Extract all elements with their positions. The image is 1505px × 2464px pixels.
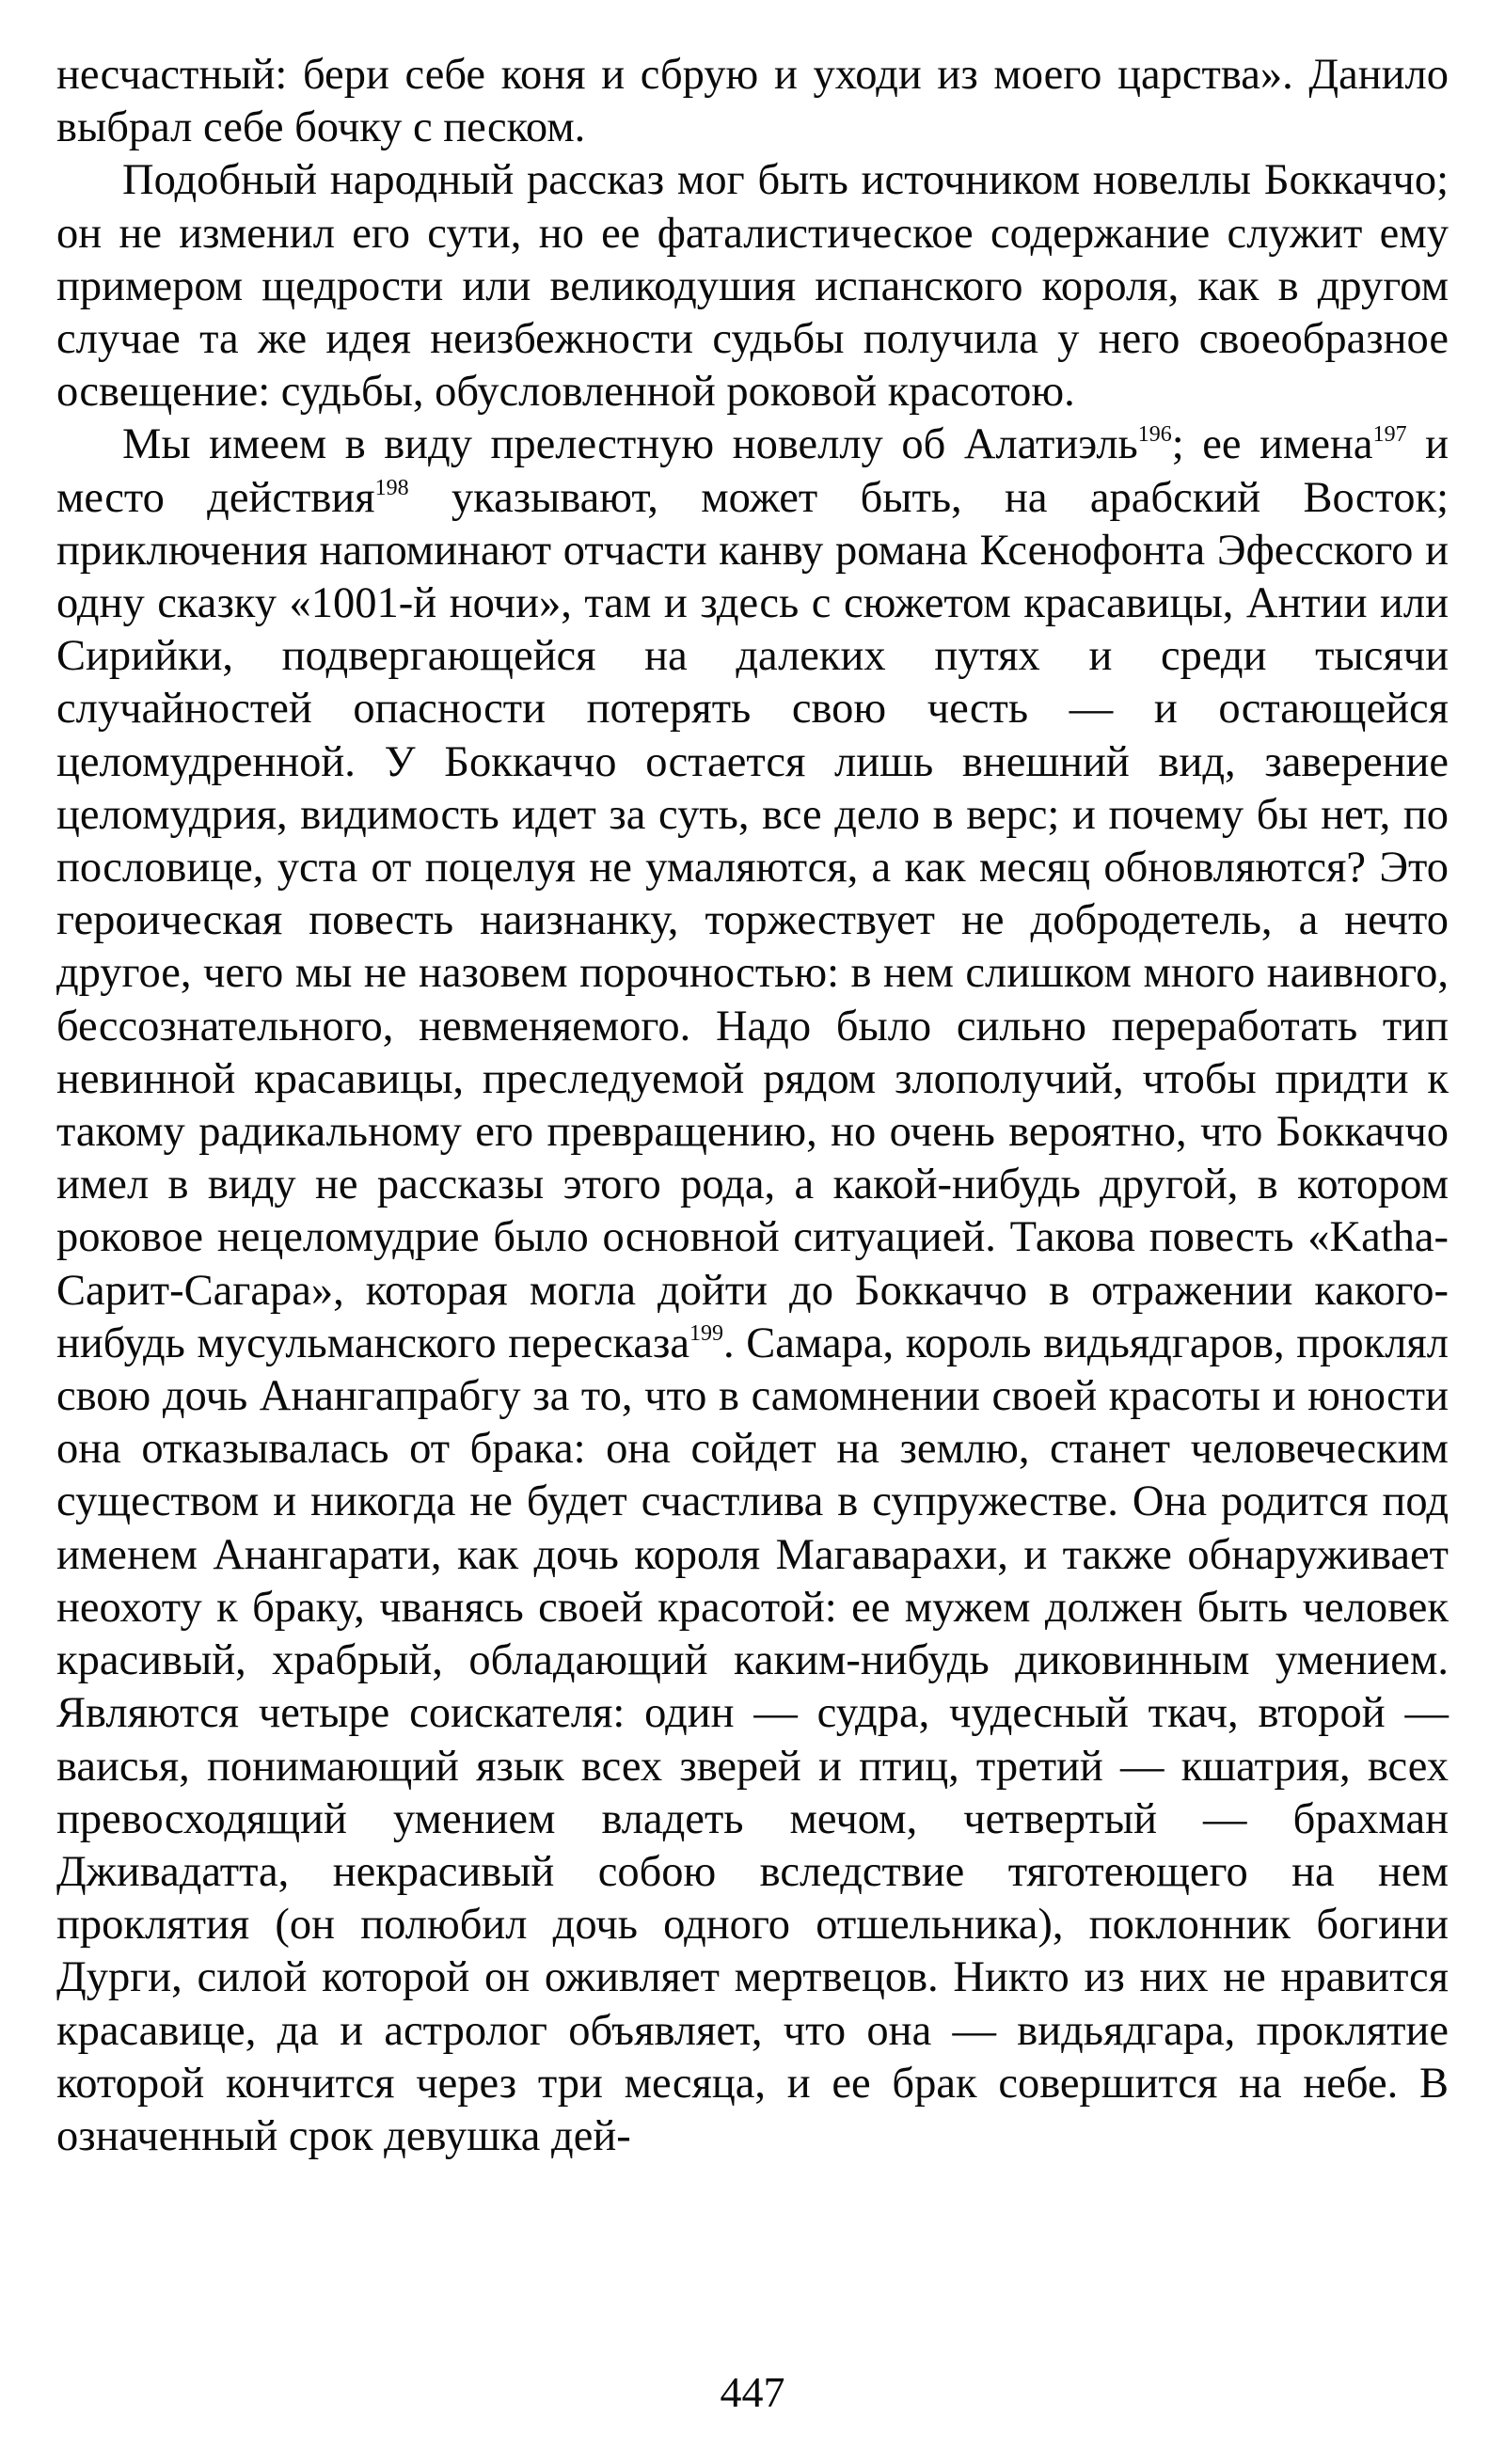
- footnote-ref: 198: [374, 475, 409, 500]
- footnote-ref: 196: [1137, 422, 1172, 448]
- paragraph-text: ; ее имена: [1171, 420, 1373, 469]
- paragraph-text: и место действия: [56, 420, 1450, 522]
- document-page: [56, 49, 1449, 2163]
- paragraph-text: Мы имеем в виду прелестную новеллу об Алатиэль: [122, 420, 1138, 469]
- paragraph: [56, 419, 1449, 2163]
- paragraph-text: Подобный народный рассказ мог быть источником новеллы Боккаччо; он не изменил его сути, но ее фаталистическое содержание служит ему примером щедрости или великодушия испанского короля, как в другом случае та же идея неизбежности судьбы получила у него своеобразное освещение: судьбы, обусловленной роковой красотою.: [56, 156, 1449, 417]
- paragraph-text: несчастный: бери себе коня и сбрую и уходи из моего царства». Данило выбрал себе бочку с песком.: [56, 51, 1449, 152]
- footnote-ref: 199: [689, 1320, 723, 1346]
- paragraph-text: указывают, может быть, на арабский Восток; приключения напоминают отчасти канву романа Ксенофонта Эфесского и одну сказку «1001-й ночи», там и здесь с сюжетом красавицы, Антии или Сирийки, подвергающейся на далеких путях и среди тысячи случайностей опасности потерять свою честь — и остающейся целомудренной. У Боккаччо остается лишь внешний вид, заверение целомудрия, видимость идет за суть, все дело в верс; и почему бы нет, по пословице, уста от поцелуя не умаляются, а как месяц обновляются? Это героическая повесть наизнанку, торжествует не добродетель, а нечто другое, чего мы не назовем порочностью: в нем слишком много наивного, бессознательного, невменяемого. Надо было сильно переработать тип невинной красавицы, преследуемой рядом злополучий, чтобы придти к такому радикальному его превращению, но очень вероятно, что Боккаччо имел в виду не рассказы этого рода, а какой-нибудь другой, в котором роковое нецеломудрие было основной ситуацией. Такова повесть «Katha-Сарит-Сагара», которая могла дойти до Боккаччо в отражении какого-нибудь мусульманского пересказа: [56, 473, 1449, 1367]
- paragraph-text: . Самара, король видьядгаров, проклял свою дочь Анангапрабгу за то, что в самомнении своей красоты и юности она отказывалась от брака: она сойдет на землю, станет человеческим существом и никогда не будет счастлива в супружестве. Она родится под именем Анангарати, как дочь короля Магаварахи, и также обнаруживает неохоту к браку, чванясь своей красотой: ее мужем должен быть человек красивый, храбрый, обладающий каким-нибудь диковинным умением. Являются четыре соискателя: один — судра, чудесный ткач, второй — ваисья, понимающий язык всех зверей и птиц, третий — кшатрия, всех превосходящий умением владеть мечом, четвертый — брахман Дживадатта, некрасивый собою вследствие тяготеющего на нем проклятия (он полюбил дочь одного отшельника), поклонник богини Дурги, силой которой он оживляет мертвецов. Никто из них не нравится красавице, да и астролог объявляет, что она — видьядгара, проклятие которой кончится через три месяца, и ее брак совершится на небе. В означенный срок девушка дей-: [56, 1319, 1449, 2160]
- paragraph: [56, 154, 1449, 419]
- paragraph: [56, 49, 1449, 154]
- page-number: 447: [720, 2368, 785, 2416]
- footnote-ref: 197: [1372, 422, 1407, 448]
